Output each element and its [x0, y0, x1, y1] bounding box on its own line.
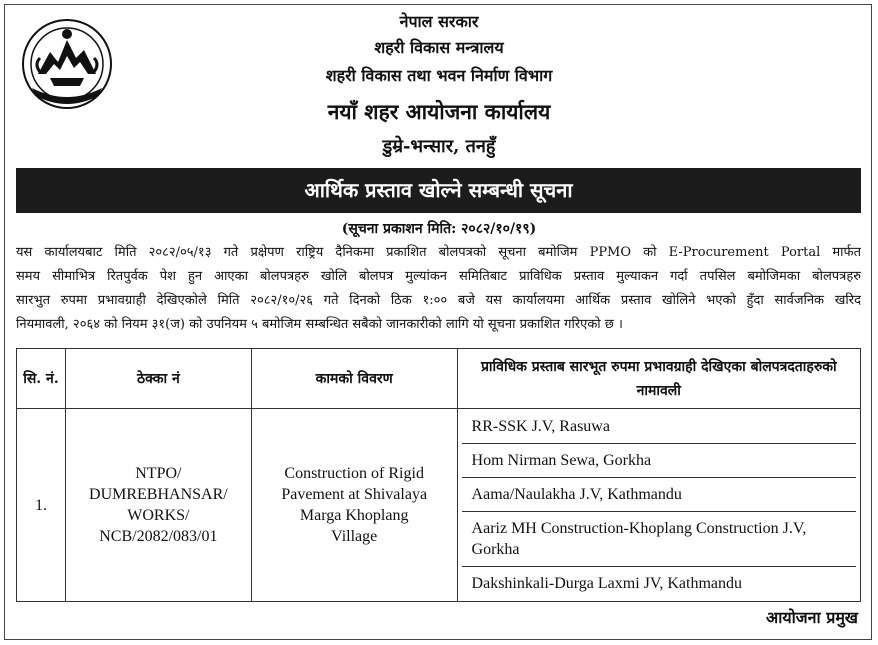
header-location: डुम्रे-भन्सार, तनहुँ [382, 136, 496, 157]
project-chief-signature: आयोजना प्रमुख [765, 608, 858, 627]
header-work-description: कामको विवरण [251, 349, 457, 409]
work-line: Pavement at Shivalaya [281, 486, 428, 503]
header-ministry: शहरी विकास मन्त्रालय [374, 38, 504, 57]
cell-work-description [251, 409, 457, 602]
contract-line: NTPO/ [135, 465, 182, 482]
publication-date: (सूचना प्रकाशन मिति: २०८२/१०/१९) [341, 221, 537, 237]
contract-line: WORKS/ [127, 507, 190, 524]
header-government: नेपाल सरकार [399, 12, 479, 31]
notice-body-line: नियमावली, २०६४ को नियम ३१(ज) को उपनियम ५ बमोजिम सम्बन्धित सबैको जानकारीको लागि यो सूचना प्रकाशित गरिएको छ । [16, 317, 623, 332]
notice-title-banner: आर्थिक प्रस्ताव खोल्ने सम्बन्धी सूचना [16, 168, 861, 213]
bidders-list [462, 410, 856, 600]
bidder-name: Aama/Naulakha J.V, Kathmandu [462, 478, 856, 512]
bidder-name: Hom Nirman Sewa, Gorkha [462, 444, 856, 478]
cell-bidders [457, 409, 860, 602]
contract-line: NCB/2082/083/01 [99, 528, 218, 545]
header-serial-number: सि. नं. [17, 349, 66, 409]
cell-contract-number [65, 409, 251, 602]
bidder-name: Dakshinkali-Durga Laxmi JV, Kathmandu [471, 575, 743, 592]
header-contract-number: ठेक्का नं [65, 349, 251, 409]
bidder-name: Aariz MH Construction-Khoplang Construction J.V, Gorkha [462, 512, 856, 567]
bidders-table [16, 348, 861, 602]
notice-body-line: सारभुत रुपमा प्रभावग्राही देखिएकोले मिति २०८२/१०/२६ गते दिनको ठिक १:०० बजे यस कार्यालयमा आर्थिक प्रस्ताव खोलिने भएको हुँदा सार्वजनिक खरिद [16, 293, 861, 308]
header-bidders-list: प्राविधिक प्रस्ताब सारभूत रुपमा प्रभावग्राही देखिएका बोलपत्रदताहरुको नामावली [457, 349, 860, 409]
work-line: Village [331, 528, 378, 545]
work-line: Construction of Rigid [284, 465, 424, 482]
notice-body-line: समय सीमाभित्र रितपुर्वक पेश हुन आएका बोलपत्रहरु खोलि बोलपत्र मुल्यांकन समितिबाट प्राविधिक प्रस्ताव मुल्याकन गर्दा तपसिल बमोजिमका बोलपत्रहरु [16, 269, 861, 284]
header-office: नयाँ शहर आयोजना कार्यालय [327, 99, 551, 124]
bidder-name: RR-SSK J.V, Rasuwa [462, 410, 856, 444]
notice-body-line: यस कार्यालयबाट मिति २०८२/०५/१३ गते प्रक्षेपण राष्ट्रिय दैनिकमा प्रकाशित बोलपत्रको सूचना बमोजिम PPMO को E-Procurement Portal मार्फत [16, 245, 861, 260]
table-header-row [17, 349, 861, 409]
cell-serial-number: 1. [17, 409, 66, 602]
contract-line: DUMREBHANSAR/ [89, 486, 228, 503]
work-line: Marga Khoplang [299, 507, 409, 524]
table-row [17, 409, 861, 602]
header-department: शहरी विकास तथा भवन निर्माण विभाग [325, 66, 553, 85]
notice-body [16, 241, 861, 337]
